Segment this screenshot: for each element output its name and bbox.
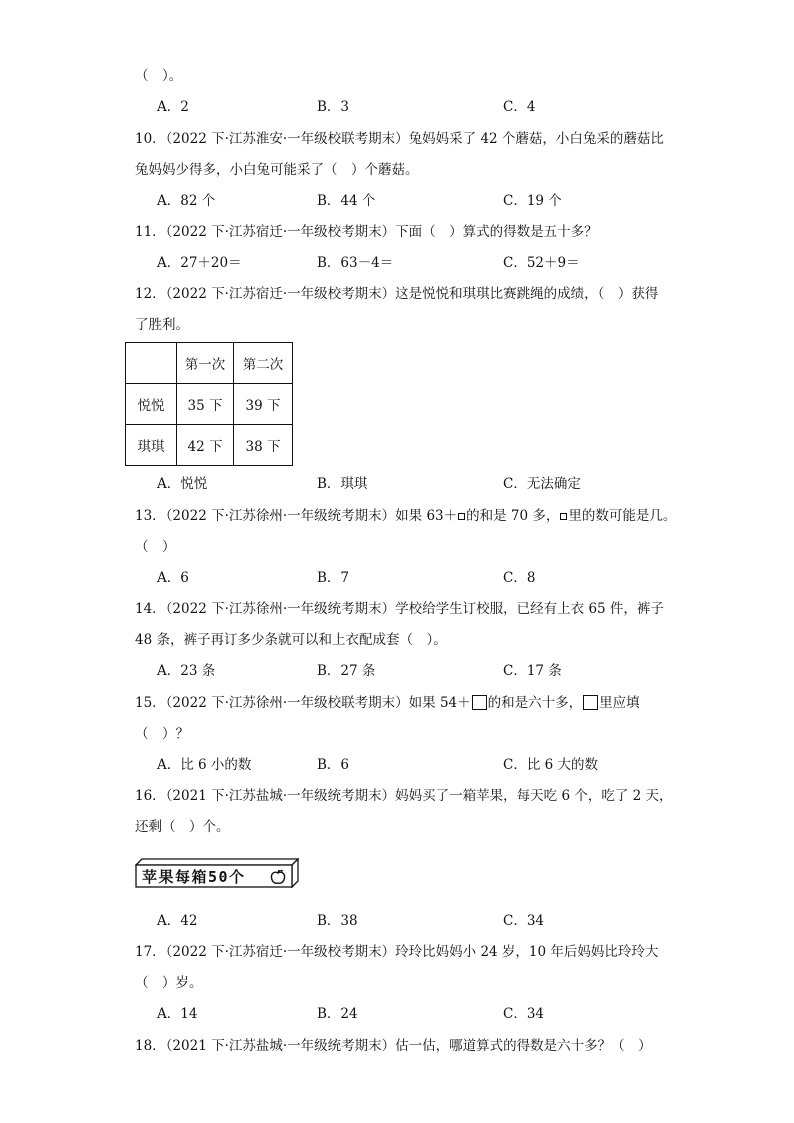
q15-stem-part-c: 里应填 — [599, 695, 640, 711]
q11-stem-line1: 11．（2022 下·江苏宿迁·一年级校考期末）下面（ ）算式的得数是五十多？ — [135, 224, 598, 240]
table-cell-name: 悦悦 — [126, 384, 177, 425]
q13-stem-line2: （ ） — [135, 539, 176, 555]
q16-stem-line2: 还剩（ ）个。 — [135, 819, 230, 835]
q13-stem-part-a: 13．（2022 下·江苏徐州·一年级统考期末）如果 63＋ — [135, 508, 458, 524]
blank-box-icon — [583, 695, 598, 710]
q17-stem-line2: （ ）岁。 — [135, 975, 203, 991]
q9-stem-tail: （ ）。 — [135, 68, 183, 84]
table-cell-value: 42 下 — [177, 425, 234, 466]
q17-option-b[interactable]: B．24 — [317, 1006, 358, 1022]
q11-option-b[interactable]: B．63－4＝ — [317, 255, 394, 271]
q10-option-b[interactable]: B．44 个 — [317, 193, 376, 209]
q15-option-b[interactable]: B．6 — [317, 757, 350, 773]
blank-square-icon — [458, 513, 465, 520]
q12-option-c[interactable]: C．无法确定 — [503, 476, 581, 492]
q16-option-c[interactable]: C．34 — [503, 913, 545, 929]
q15-stem-part-b: 的和是六十多， — [487, 695, 583, 711]
q10-option-c[interactable]: C．19 个 — [503, 193, 562, 209]
q14-option-a[interactable]: A．23 条 — [157, 663, 216, 679]
q9-option-a[interactable]: A．2 — [157, 99, 189, 115]
q14-option-c[interactable]: C．17 条 — [503, 663, 562, 679]
q12-option-a[interactable]: A．悦悦 — [157, 476, 208, 492]
table-header-row — [126, 343, 293, 384]
q16-stem-line1: 16．（2021 下·江苏盐城·一年级统考期末）妈妈买了一箱苹果，每天吃 6 个，吃了 2 天， — [135, 788, 673, 804]
q16-option-a[interactable]: A．42 — [157, 913, 198, 929]
apple-icon — [270, 869, 286, 885]
q16-option-b[interactable]: B．38 — [317, 913, 358, 929]
q14-stem-line2: 48 条，裤子再订多少条就可以和上衣配成套（ ）。 — [135, 632, 447, 648]
q13-option-c[interactable]: C．8 — [503, 570, 536, 586]
q17-option-c[interactable]: C．34 — [503, 1006, 545, 1022]
table-cell-value: 39 下 — [234, 384, 293, 425]
blank-square-icon — [560, 513, 567, 520]
q11-option-a[interactable]: A．27＋20＝ — [157, 255, 242, 271]
q13-option-a[interactable]: A．6 — [157, 570, 189, 586]
q9-option-b[interactable]: B．3 — [317, 99, 350, 115]
q9-option-c[interactable]: C．4 — [503, 99, 536, 115]
table-row — [126, 425, 293, 466]
q15-option-a[interactable]: A．比 6 小的数 — [157, 757, 252, 773]
table-cell-name: 琪琪 — [126, 425, 177, 466]
table-cell-value: 38 下 — [234, 425, 293, 466]
q15-stem-line1 — [135, 693, 640, 713]
q11-option-c[interactable]: C．52＋9＝ — [503, 255, 580, 271]
table-header-cell-first: 第一次 — [177, 343, 234, 384]
q13-option-b[interactable]: B．7 — [317, 570, 350, 586]
q10-stem-line1: 10．（2022 下·江苏淮安·一年级校联考期末）兔妈妈采了 42 个蘑菇，小白兔采的蘑菇比 — [135, 131, 664, 147]
q13-stem-part-b: 的和是 70 多， — [466, 508, 560, 524]
score-table — [125, 342, 293, 466]
q17-option-a[interactable]: A．14 — [157, 1006, 198, 1022]
q12-stem-line1: 12．（2022 下·江苏宿迁·一年级校考期末）这是悦悦和琪琪比赛跳绳的成绩，（ ）获得 — [135, 286, 659, 302]
apple-box-image — [135, 858, 299, 888]
q14-stem-line1: 14．（2022 下·江苏徐州·一年级统考期末）学校给学生订校服，已经有上衣 65 件，裤子 — [135, 601, 664, 617]
q15-stem-line2: （ ）？ — [135, 726, 189, 742]
table-header-cell-second: 第二次 — [234, 343, 293, 384]
table-cell-value: 35 下 — [177, 384, 234, 425]
q12-option-b[interactable]: B．琪琪 — [317, 476, 368, 492]
q10-stem-line2: 兔妈妈少得多，小白兔可能采了（ ）个蘑菇。 — [135, 162, 419, 178]
blank-box-icon — [472, 695, 487, 710]
apple-box-label: 苹果每箱50个 — [142, 868, 246, 886]
q15-stem-part-a: 15．（2022 下·江苏徐州·一年级校联考期末）如果 54＋ — [135, 695, 471, 711]
table-header-cell-empty — [126, 343, 177, 384]
q17-stem-line1: 17．（2022 下·江苏宿迁·一年级校考期末）玲玲比妈妈小 24 岁，10 年后妈妈比玲玲大 — [135, 944, 659, 960]
q15-option-c[interactable]: C．比 6 大的数 — [503, 757, 599, 773]
q12-stem-line2: 了胜利。 — [135, 317, 189, 333]
q13-stem-part-c: 里的数可能是几。 — [568, 508, 677, 524]
table-row — [126, 384, 293, 425]
q18-stem-line1: 18．（2021 下·江苏盐城·一年级统考期末）估一估，哪道算式的得数是六十多？（ ） — [135, 1038, 652, 1054]
q13-stem-line1 — [135, 506, 676, 526]
q10-option-a[interactable]: A．82 个 — [157, 193, 216, 209]
q14-option-b[interactable]: B．27 条 — [317, 663, 376, 679]
